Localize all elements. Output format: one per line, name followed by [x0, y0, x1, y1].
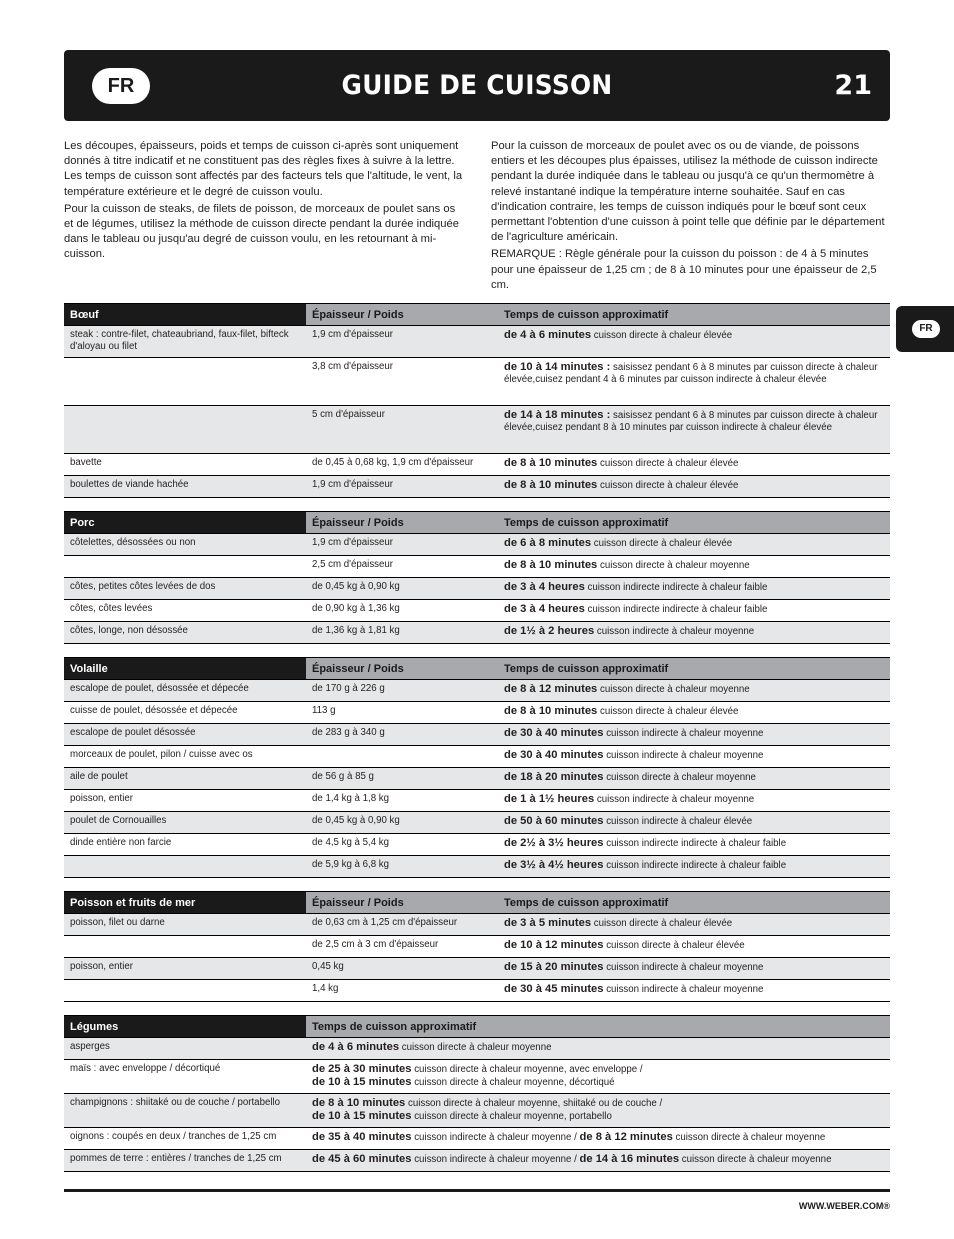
- cooking-method: saisissez pendant 6 à 8 minutes par cuisson directe à chaleur élevée,cuisez pendant 4 à 6 minutes par cuisson indirecte à chaleur élevée: [504, 362, 878, 386]
- time-cell: [498, 476, 890, 498]
- page-title: GUIDE DE CUISSON: [341, 70, 613, 101]
- cooking-method: cuisson directe à chaleur moyenne: [599, 684, 750, 695]
- time-cell: [498, 578, 890, 600]
- column-header: Épaisseur / Poids: [306, 892, 498, 914]
- cooking-method: cuisson indirecte indirecte à chaleur faible: [606, 860, 787, 871]
- cut-cell: escalope de poulet, désossée et dépecée: [64, 680, 306, 702]
- cut-cell: [64, 936, 306, 958]
- time-cell: [498, 724, 890, 746]
- side-language-badge: FR: [912, 320, 940, 338]
- cut-cell: [64, 856, 306, 878]
- cooking-method: cuisson directe à chaleur moyenne, shiitaké ou de couche /: [407, 1098, 663, 1109]
- size-cell: de 56 g à 85 g: [306, 768, 498, 790]
- intro-paragraph: Les découpes, épaisseurs, poids et temps de cuisson ci-après sont uniquement donnés à titre indicatif et ne constituent pas des règles fixes à suivre à la lettre. Les temps de cuisson sont affectés par des facteurs tels que l'altitude, le vent, la température extérieure et le degré de cuisson voulu.: [64, 140, 463, 198]
- table-row: [64, 914, 890, 936]
- cut-cell: champignons : shiitaké ou de couche / portabello: [64, 1094, 306, 1128]
- cooking-time: de 4 à 6 minutes: [312, 1041, 400, 1053]
- time-cell: [498, 768, 890, 790]
- cooking-time: de 2½ à 3½ heures: [504, 837, 604, 849]
- time-cell: [498, 980, 890, 1002]
- cut-cell: boulettes de viande hachée: [64, 476, 306, 498]
- size-cell: de 5,9 kg à 6,8 kg: [306, 856, 498, 878]
- cooking-time: de 14 à 18 minutes :: [504, 409, 611, 421]
- cooking-time: de 3 à 5 minutes: [504, 917, 592, 929]
- size-cell: 0,45 kg: [306, 958, 498, 980]
- cut-cell: asperges: [64, 1038, 306, 1060]
- size-cell: de 283 g à 340 g: [306, 724, 498, 746]
- time-cell: [498, 680, 890, 702]
- cut-cell: oignons : coupés en deux / tranches de 1,25 cm: [64, 1128, 306, 1150]
- cut-cell: morceaux de poulet, pilon / cuisse avec os: [64, 746, 306, 768]
- cut-cell: escalope de poulet désossée: [64, 724, 306, 746]
- size-cell: 1,9 cm d'épaisseur: [306, 534, 498, 556]
- time-cell: [498, 790, 890, 812]
- column-header: Temps de cuisson approximatif: [306, 1016, 890, 1038]
- column-header: Épaisseur / Poids: [306, 512, 498, 534]
- size-cell: 5 cm d'épaisseur: [306, 406, 498, 454]
- cooking-table: [64, 1015, 890, 1172]
- cooking-method: cuisson directe à chaleur moyenne: [675, 1132, 826, 1143]
- cut-cell: aile de poulet: [64, 768, 306, 790]
- cooking-time: de 8 à 10 minutes: [504, 479, 598, 491]
- size-cell: 1,9 cm d'épaisseur: [306, 326, 498, 358]
- cooking-time: de 50 à 60 minutes: [504, 815, 604, 827]
- cut-cell: steak : contre-filet, chateaubriand, faux-filet, bifteck d'aloyau ou filet: [64, 326, 306, 358]
- cooking-method: cuisson directe à chaleur moyenne: [599, 560, 750, 571]
- cut-cell: cuisse de poulet, désossée et dépecée: [64, 702, 306, 724]
- time-cell: [498, 556, 890, 578]
- column-header: Porc: [64, 512, 306, 534]
- time-cell: [306, 1150, 890, 1172]
- time-cell: [498, 326, 890, 358]
- cooking-table: [64, 891, 890, 1002]
- table-row: [64, 1038, 890, 1060]
- intro-left-column: [64, 139, 464, 265]
- footer-url: WWW.WEBER.COM®: [798, 1201, 890, 1211]
- cooking-time: de 8 à 10 minutes: [504, 705, 598, 717]
- cooking-time: de 1½ à 2 heures: [504, 625, 595, 637]
- time-cell: [498, 600, 890, 622]
- cooking-method: cuisson indirecte à chaleur moyenne: [606, 962, 764, 973]
- time-cell: [498, 856, 890, 878]
- cut-cell: côtes, côtes levées: [64, 600, 306, 622]
- cut-cell: poulet de Cornouailles: [64, 812, 306, 834]
- size-cell: 3,8 cm d'épaisseur: [306, 358, 498, 406]
- time-cell: [498, 622, 890, 644]
- table-row: [64, 578, 890, 600]
- size-cell: 2,5 cm d'épaisseur: [306, 556, 498, 578]
- table-row: [64, 326, 890, 358]
- column-header: Temps de cuisson approximatif: [498, 304, 890, 326]
- table-row: [64, 476, 890, 498]
- size-cell: de 1,36 kg à 1,81 kg: [306, 622, 498, 644]
- cut-cell: [64, 358, 306, 406]
- cooking-method: cuisson indirecte indirecte à chaleur faible: [606, 838, 787, 849]
- cooking-time: de 8 à 10 minutes: [312, 1097, 406, 1109]
- time-cell: [306, 1060, 890, 1094]
- cut-cell: côtelettes, désossées ou non: [64, 534, 306, 556]
- cooking-method: cuisson directe à chaleur élevée: [599, 458, 739, 469]
- table-row: [64, 724, 890, 746]
- cooking-time: de 1 à 1½ heures: [504, 793, 595, 805]
- time-cell: [498, 936, 890, 958]
- table-row: [64, 834, 890, 856]
- time-cell: [498, 958, 890, 980]
- column-header: Légumes: [64, 1016, 306, 1038]
- table-row: [64, 768, 890, 790]
- time-cell: [498, 834, 890, 856]
- column-header: Épaisseur / Poids: [306, 658, 498, 680]
- table-header-row: [64, 1016, 890, 1038]
- cooking-method: cuisson indirecte à chaleur moyenne: [606, 728, 764, 739]
- cooking-method: cuisson directe à chaleur moyenne, décortiqué: [414, 1077, 615, 1089]
- column-header: Temps de cuisson approximatif: [498, 658, 890, 680]
- table-row: [64, 702, 890, 724]
- time-cell: [498, 358, 890, 406]
- table-header-row: [64, 892, 890, 914]
- cut-cell: poisson, entier: [64, 958, 306, 980]
- page-number: 21: [834, 70, 872, 101]
- cooking-time: de 35 à 40 minutes: [312, 1131, 412, 1143]
- table-row: [64, 1150, 890, 1172]
- cooking-time: de 18 à 20 minutes: [504, 771, 604, 783]
- cooking-time: de 8 à 10 minutes: [504, 457, 598, 469]
- table-row: [64, 406, 890, 454]
- cooking-time: de 6 à 8 minutes: [504, 537, 592, 549]
- page-header: [64, 50, 890, 121]
- table-row: [64, 556, 890, 578]
- size-cell: 1,9 cm d'épaisseur: [306, 476, 498, 498]
- time-cell: [498, 812, 890, 834]
- size-cell: de 0,63 cm à 1,25 cm d'épaisseur: [306, 914, 498, 936]
- table-row: [64, 358, 890, 406]
- table-header-row: [64, 658, 890, 680]
- cooking-method: cuisson directe à chaleur élevée: [599, 706, 739, 717]
- cooking-time: de 8 à 12 minutes: [504, 683, 598, 695]
- cut-cell: côtes, petites côtes levées de dos: [64, 578, 306, 600]
- table-row: [64, 534, 890, 556]
- table-row: [64, 958, 890, 980]
- cooking-method: cuisson indirecte à chaleur moyenne: [606, 984, 764, 995]
- table-row: [64, 1128, 890, 1150]
- cut-cell: [64, 980, 306, 1002]
- table-row: [64, 1060, 890, 1094]
- time-cell: [498, 914, 890, 936]
- cooking-method: cuisson indirecte à chaleur moyenne: [596, 794, 755, 805]
- cooking-time: de 3½ à 4½ heures: [504, 859, 604, 871]
- size-cell: 1,4 kg: [306, 980, 498, 1002]
- cooking-method: cuisson indirecte à chaleur moyenne: [606, 750, 764, 761]
- cooking-method: cuisson indirecte à chaleur moyenne /: [414, 1132, 577, 1143]
- cooking-method: cuisson directe à chaleur élevée: [593, 330, 733, 341]
- cooking-time: de 30 à 45 minutes: [504, 983, 604, 995]
- table-header-row: [64, 304, 890, 326]
- cut-cell: poisson, filet ou darne: [64, 914, 306, 936]
- cooking-method: cuisson directe à chaleur moyenne, portabello: [414, 1111, 612, 1123]
- cooking-table: [64, 511, 890, 644]
- cooking-time: de 10 à 12 minutes: [504, 939, 604, 951]
- cooking-table: [64, 657, 890, 878]
- cut-cell: [64, 556, 306, 578]
- cooking-time: de 25 à 30 minutes: [312, 1063, 412, 1075]
- side-language-tab: [896, 306, 954, 352]
- cooking-method: cuisson indirecte à chaleur moyenne /: [414, 1154, 577, 1165]
- time-cell: [498, 746, 890, 768]
- cut-cell: côtes, longe, non désossée: [64, 622, 306, 644]
- size-cell: de 1,4 kg à 1,8 kg: [306, 790, 498, 812]
- cooking-tables: [64, 303, 890, 1185]
- table-row: [64, 622, 890, 644]
- cooking-time: de 3 à 4 heures: [504, 581, 585, 593]
- table-row: [64, 936, 890, 958]
- size-cell: de 170 g à 226 g: [306, 680, 498, 702]
- intro-paragraph: Pour la cuisson de steaks, de filets de poisson, de morceaux de poulet sans os et de légumes, utilisez la méthode de cuisson directe pendant la durée indiquée dans le tableau ou jusqu'au degré de cuisson voulu, en les retournant à mi-cuisson.: [64, 202, 459, 261]
- cooking-time: de 8 à 10 minutes: [504, 559, 598, 571]
- cooking-time: de 10 à 15 minutes: [312, 1076, 412, 1089]
- cooking-time: de 8 à 12 minutes: [579, 1131, 673, 1143]
- size-cell: de 0,45 kg à 0,90 kg: [306, 578, 498, 600]
- table-row: [64, 856, 890, 878]
- cooking-method: cuisson directe à chaleur moyenne: [401, 1042, 552, 1053]
- table-row: [64, 812, 890, 834]
- table-row: [64, 454, 890, 476]
- cooking-method: cuisson directe à chaleur élevée: [593, 918, 733, 929]
- cooking-table: [64, 303, 890, 498]
- cooking-method: cuisson directe à chaleur moyenne, avec enveloppe /: [414, 1064, 643, 1075]
- cooking-method: cuisson directe à chaleur élevée: [599, 480, 739, 491]
- table-row: [64, 746, 890, 768]
- cooking-time: de 15 à 20 minutes: [504, 961, 604, 973]
- size-cell: [306, 746, 498, 768]
- size-cell: de 0,90 kg à 1,36 kg: [306, 600, 498, 622]
- cooking-method: cuisson directe à chaleur élevée: [593, 538, 733, 549]
- cooking-method: cuisson indirecte à chaleur élevée: [606, 816, 753, 827]
- cooking-method: saisissez pendant 6 à 8 minutes par cuisson directe à chaleur élevée,cuisez pendant 8 à 10 minutes par cuisson indirecte à chaleur élevée: [504, 410, 878, 434]
- cooking-method: cuisson indirecte indirecte à chaleur faible: [587, 604, 768, 615]
- time-cell: [498, 702, 890, 724]
- time-cell: [306, 1128, 890, 1150]
- cut-cell: poisson, entier: [64, 790, 306, 812]
- cut-cell: dinde entière non farcie: [64, 834, 306, 856]
- intro-right-column: [491, 139, 891, 295]
- cut-cell: pommes de terre : entières / tranches de 1,25 cm: [64, 1150, 306, 1172]
- table-row: [64, 1094, 890, 1128]
- cut-cell: maïs : avec enveloppe / décortiqué: [64, 1060, 306, 1094]
- table-row: [64, 790, 890, 812]
- cooking-time: de 30 à 40 minutes: [504, 727, 604, 739]
- cooking-time: de 30 à 40 minutes: [504, 749, 604, 761]
- time-cell: [498, 534, 890, 556]
- table-row: [64, 680, 890, 702]
- cooking-method: cuisson directe à chaleur élevée: [606, 940, 745, 951]
- column-header: Poisson et fruits de mer: [64, 892, 306, 914]
- cooking-time: de 3 à 4 heures: [504, 603, 585, 615]
- cooking-time: de 14 à 16 minutes: [579, 1153, 680, 1165]
- time-cell: [498, 406, 890, 454]
- time-cell: [306, 1038, 890, 1060]
- size-cell: 113 g: [306, 702, 498, 724]
- cooking-method: cuisson directe à chaleur moyenne: [681, 1154, 832, 1165]
- cooking-time: de 10 à 15 minutes: [312, 1110, 412, 1123]
- time-cell: [498, 454, 890, 476]
- column-header: Temps de cuisson approximatif: [498, 892, 890, 914]
- cooking-method: cuisson indirecte indirecte à chaleur faible: [587, 582, 768, 593]
- column-header: Temps de cuisson approximatif: [498, 512, 890, 534]
- intro-paragraph: REMARQUE : Règle générale pour la cuisson du poisson : de 4 à 5 minutes pour une épaisseur de 1,25 cm ; de 8 à 10 minutes pour une épaisseur de 2,5 cm.: [491, 248, 877, 291]
- cut-cell: [64, 406, 306, 454]
- size-cell: de 0,45 kg à 0,90 kg: [306, 812, 498, 834]
- cut-cell: bavette: [64, 454, 306, 476]
- column-header: Bœuf: [64, 304, 306, 326]
- cooking-time: de 10 à 14 minutes :: [504, 361, 611, 373]
- cooking-method: cuisson indirecte à chaleur moyenne: [596, 626, 755, 637]
- size-cell: de 2,5 cm à 3 cm d'épaisseur: [306, 936, 498, 958]
- table-row: [64, 980, 890, 1002]
- size-cell: de 0,45 à 0,68 kg, 1,9 cm d'épaisseur: [306, 454, 498, 476]
- table-header-row: [64, 512, 890, 534]
- cooking-time: de 45 à 60 minutes: [312, 1153, 412, 1165]
- column-header: Volaille: [64, 658, 306, 680]
- footer-divider: [64, 1189, 890, 1192]
- size-cell: de 4,5 kg à 5,4 kg: [306, 834, 498, 856]
- table-row: [64, 600, 890, 622]
- time-cell: [306, 1094, 890, 1128]
- cooking-method: cuisson directe à chaleur moyenne: [606, 772, 756, 783]
- cooking-time: de 4 à 6 minutes: [504, 329, 592, 341]
- intro-paragraph: Pour la cuisson de morceaux de poulet avec os ou de viande, de poissons entiers et les découpes plus épaisses, utilisez la méthode de cuisson indirecte pendant la durée indiquée dans le tableau ou jusqu'à ce qu'un thermomètre à relevé instantané indique la température interne souhaitée. Sauf en cas d'indication contraire, les temps de cuisson indiqués pour le bœuf sont ceux permettant l'obtention d'une cuisson à point telle que définie par le département de l'agriculture américain.: [491, 140, 885, 244]
- language-badge: FR: [92, 68, 150, 104]
- column-header: Épaisseur / Poids: [306, 304, 498, 326]
